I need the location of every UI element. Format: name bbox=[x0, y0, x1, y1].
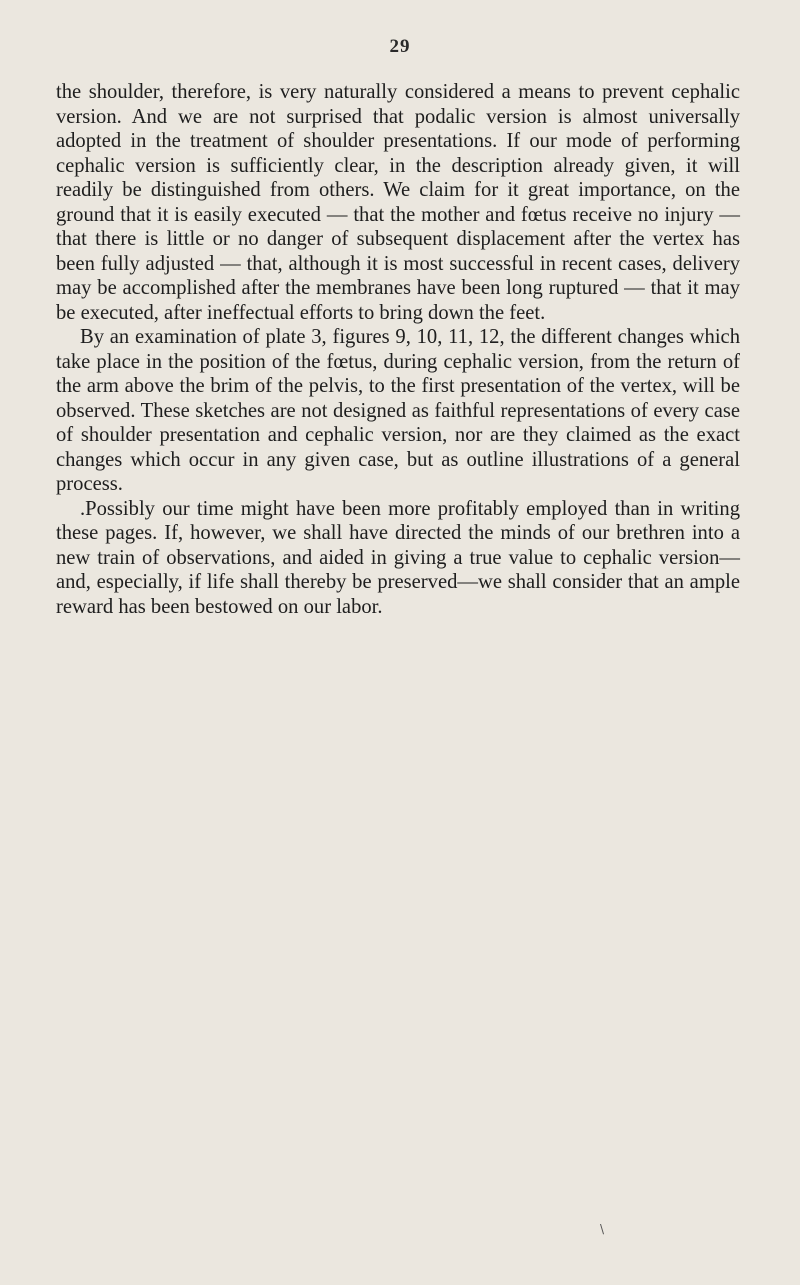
paragraph-plate-examination: By an examination of plate 3, figures 9, 10, 11, 12, the different changes which take place in the position of the fœtus, during cephalic version, from the return of the arm above the brim of the pelvis, to the first presentation of the vertex, will be observed. These sketches are not designed as faithful representations of every case of shoulder presentation and cephalic version, nor are they claimed as the exact changes which occur in any given case, but as outline illustrations of a general process. bbox=[56, 326, 740, 495]
body-text bbox=[56, 80, 740, 619]
page-number: 29 bbox=[389, 36, 411, 57]
stray-mark: \ bbox=[600, 1222, 605, 1236]
paragraph-continuation: the shoulder, therefore, is very naturally considered a means to prevent cephalic version. And we are not surprised that podalic version is almost universally adopted in the treatment of shoulder presentations. If our mode of performing cephalic version is sufficiently clear, in the description already given, it will readily be distinguished from others. We claim for it great importance, on the ground that it is easily executed — that the mother and fœtus receive no injury — that there is little or no danger of subsequent displacement after the vertex has been fully adjusted — that, although it is most successful in recent cases, delivery may be accomplished after the membranes have been long ruptured — that it may be executed, after ineffectual efforts to bring down the feet. bbox=[56, 81, 740, 324]
paragraph-conclusion: .Possibly our time might have been more profitably employed than in writing these pages. If, however, we shall have directed the minds of our brethren into a new train of observations, and aided in giving a true value to cephalic version—and, especially, if life shall thereby be preserved—we shall consider that an ample reward has been bestowed on our labor. bbox=[56, 497, 740, 618]
